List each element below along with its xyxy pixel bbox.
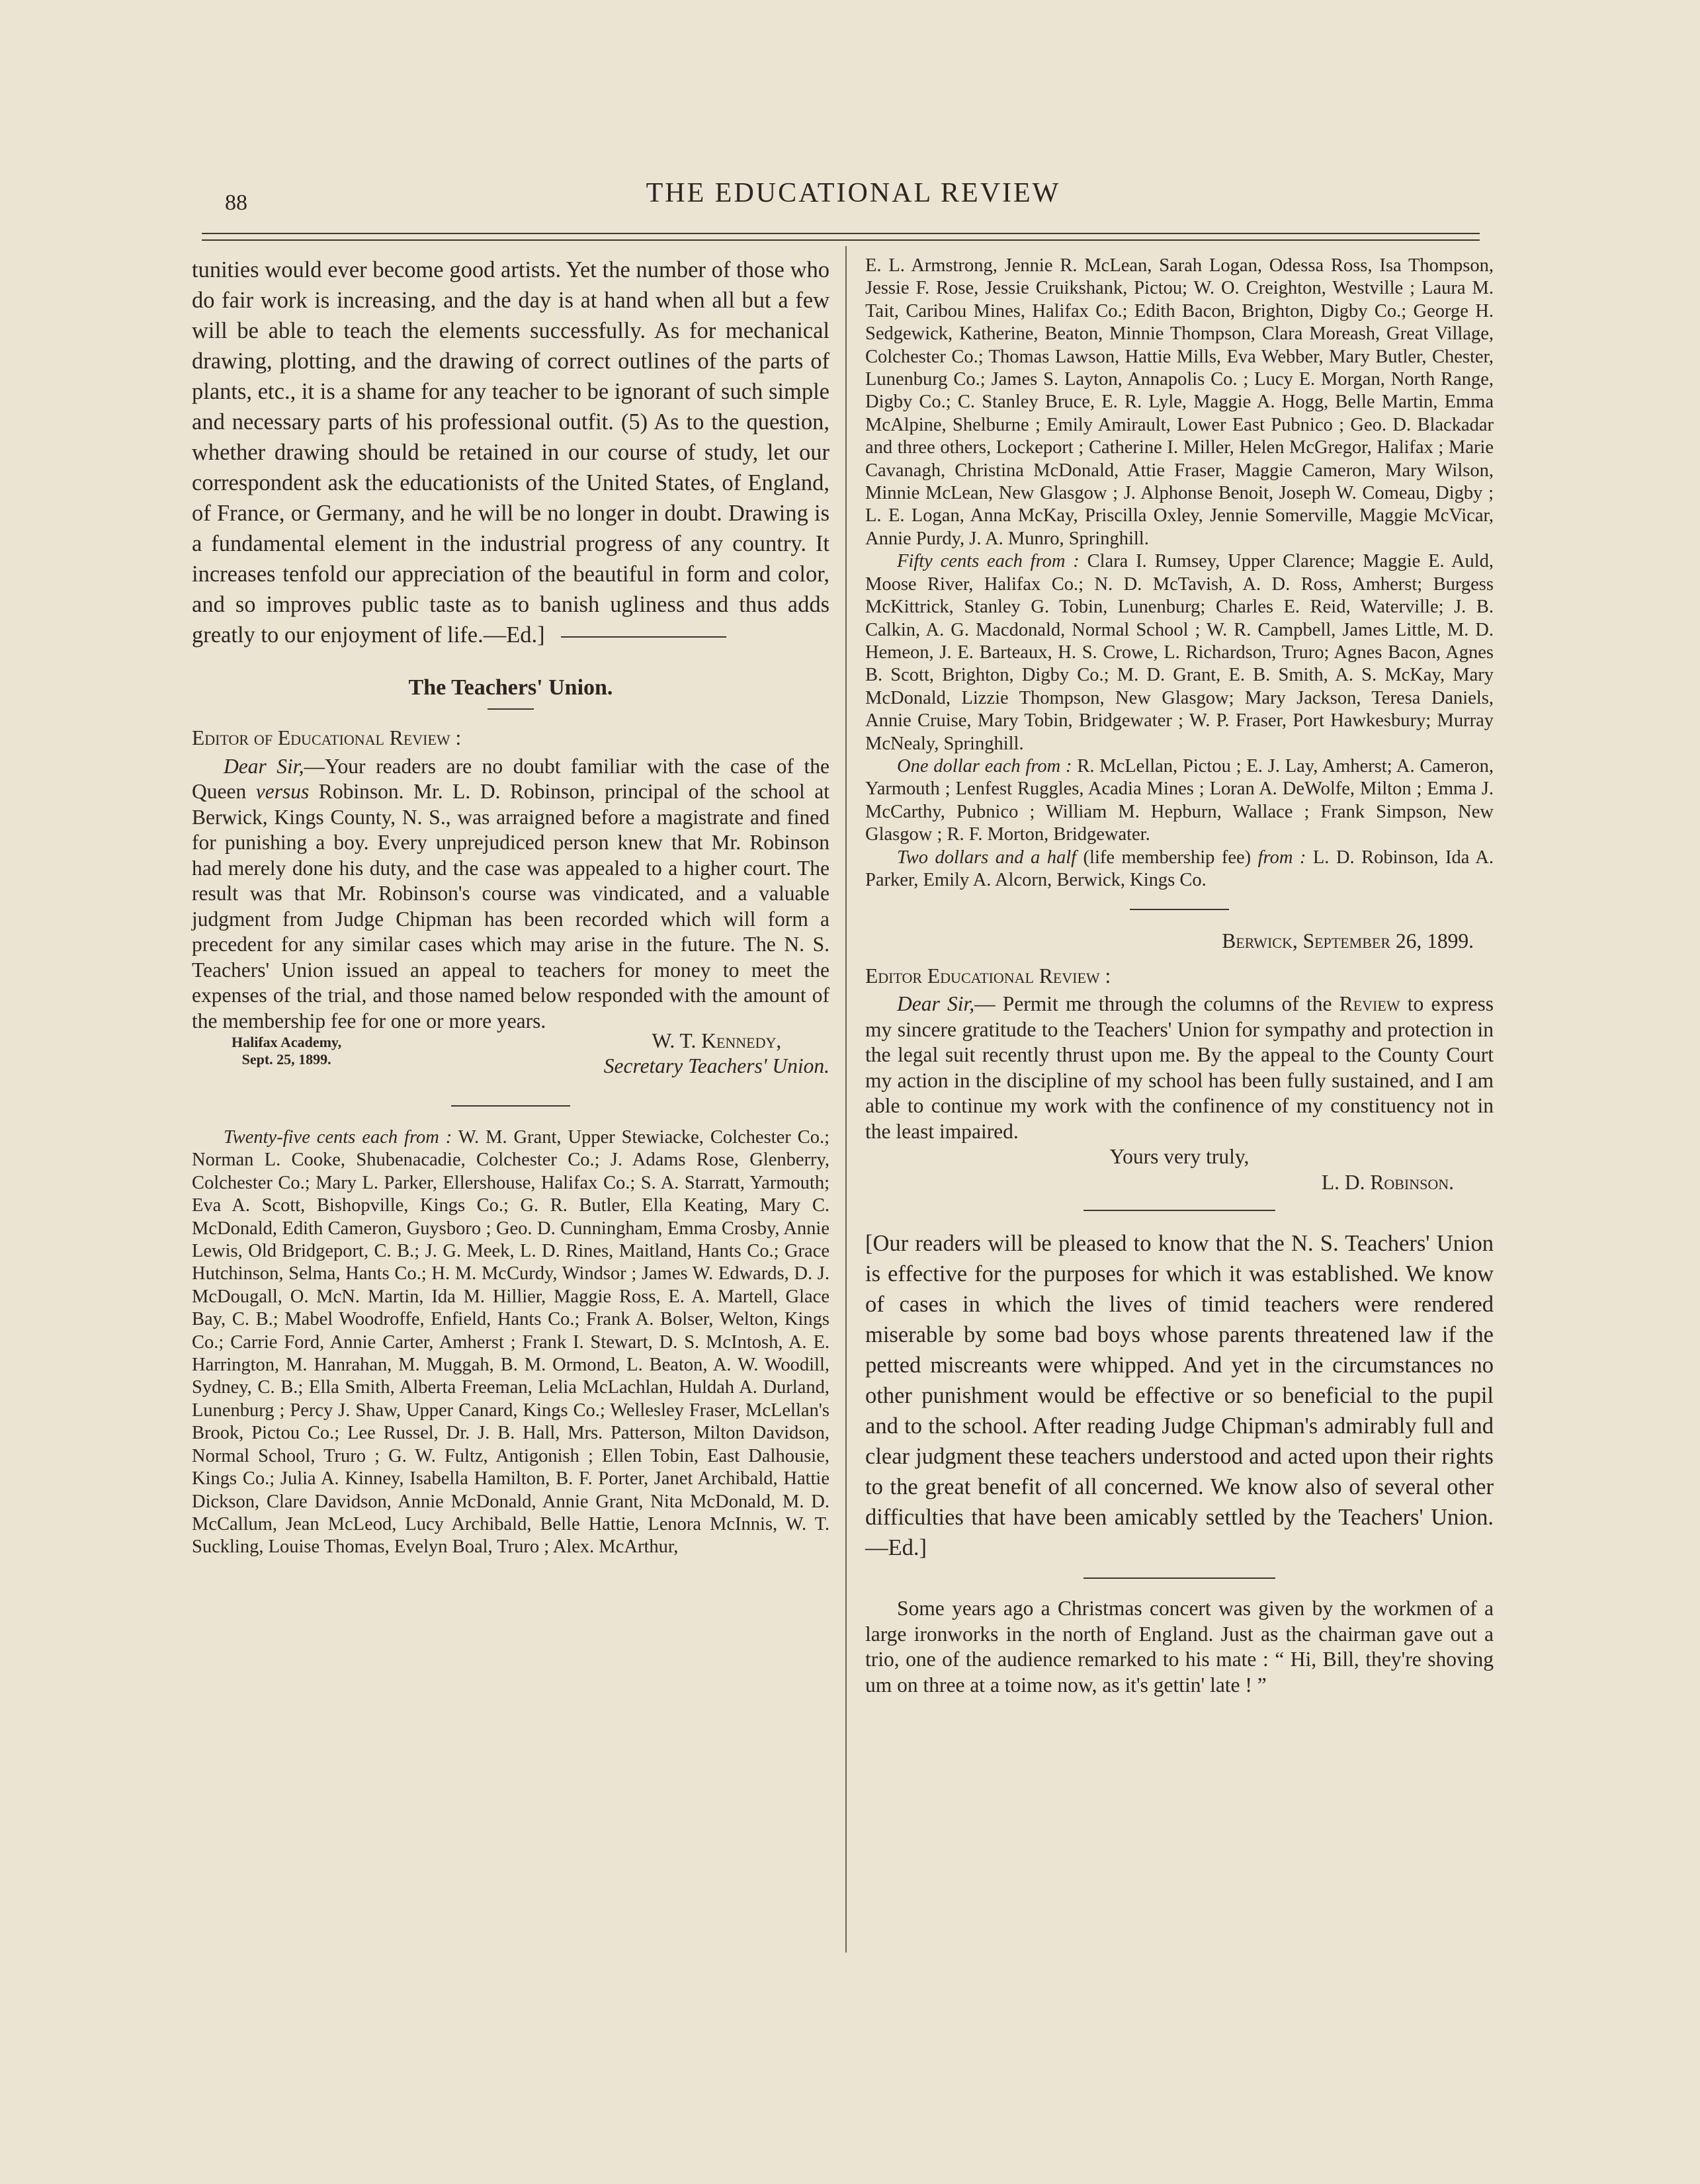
end-rule (561, 636, 726, 638)
drawing-article-continuation: tunities would ever become good artists. Yet the number of those who do fair work is increasing, and the day is at hand when all but a few will be able to teach the elements successfully. As for mechanical drawing, plotting, and the drawing of correct outlines of the parts of plants, etc., it is a shame for any teacher to be ignorant of such simple and necessary parts of his professional outfit. (5) As to the question, whether drawing should be retained in our course of study, let our correspondent ask the educationists of the United States, of England, of France, or Germany, and he will be no longer in doubt. Drawing is a fundamental element in the industrial progress of any country. It increases tenfold our appreciation of the beautiful in form and color, and so improves public taste as to banish ugliness and thus adds greatly to our enjoyment of life.—Ed.] (192, 257, 829, 648)
page-header (225, 177, 1482, 217)
heading-rule (488, 708, 534, 710)
signature-name: W. T. Kennedy, (652, 1029, 782, 1052)
christmas-anecdote: Some years ago a Christmas concert was given by the workmen of a large ironworks in the north of England. Just as the chairman gave out a trio, one of the audience remarked to his mate : “ Hi, Bill, they're shoving um on three at a toime now, as it's gettin' late ! ” (865, 1597, 1494, 1697)
fee-list-25-cents-cont: E. L. Armstrong, Jennie R. McLean, Sarah Logan, Odessa Ross, Isa Thompson, Jessie F. Rose, Jessie Cruikshank, Pictou; W. O. Creighton, Westville ; Laura M. Tait, Caribou Mines, Halifax Co.; Edith Bacon, Brighton, Digby Co.; George H. Sedgewick, Katherine, Beaton, Minnie Thompson, Clara Moreash, Great Village, Colchester Co.; Thomas Lawson, Hattie Mills, Eva Webber, Mary Butler, Chester, Lunenburg Co.; James S. Layton, Annapolis Co. ; Lucy E. Morgan, North Range, Digby Co.; C. Stanley Bruce, E. R. Lyle, Maggie A. Hogg, Belle Martin, Emma McAlpine, Shelburne ; Emily Amirault, Lower East Pubnico ; Geo. D. Blackadar and three others, Lockeport ; Catherine I. Miller, Helen McGregor, Halifax ; Marie Cavanagh, Christina McDonald, Attie Fraser, Maggie Cameron, Mary Wilson, Minnie McLean, New Glasgow ; J. Alphonse Benoit, Joseph W. Comeau, Digby ; L. E. Logan, Anna McKay, Priscilla Oxley, Jennie Somerville, Maggie McVicar, Annie Purdy, J. A. Munro, Springhill. (865, 255, 1494, 549)
letter2-editor-line: Editor Educational Review : (865, 964, 1111, 987)
journal-title: THE EDUCATIONAL REVIEW (646, 178, 1061, 208)
fee-list-50-cents: Fifty cents each from : Clara I. Rumsey, Upper Clarence; Maggie E. Auld, Moose River, Halifax Co.; N. D. McTavish, A. D. Ross, Amherst; Burgess McKittrick, Stanley G. Tobin, Lunenburg; Charles E. Reid, Waterville; J. B. Calkin, A. G. Macdonald, Normal School ; W. R. Campbell, James Little, M. D. Hemeon, J. E. Barteaux, H. S. Crowe, L. Richardson, Truro; Agnes Bacon, Agnes B. Scott, Brighton, Digby Co.; M. D. Grant, E. B. Smith, A. S. McKay, Mary McDonald, Lizzie Thompson, New Glasgow; Mary Jackson, Teresa Daniels, Annie Cruise, Mary Tobin, Bridgewater ; W. P. Fraser, Port Hawkesbury; Murray McNealy, Springhill. (865, 551, 1494, 754)
letter-signature (192, 1029, 829, 1085)
fee-label-150: Two dollars and a half (897, 847, 1077, 868)
fee-list-life: Two dollars and a half (life membership fee) from : L. D. Robinson, Ida A. Parker, Emily A. Alcorn, Berwick, Kings Co. (865, 847, 1494, 890)
editor-line: Editor of Educational Review : (192, 726, 462, 749)
letter2-salutation: Dear Sir, (897, 992, 975, 1016)
signature-place: Halifax Academy, Sept. 25, 1899. (232, 1034, 342, 1068)
fee-label-100: One dollar each from : (897, 755, 1072, 777)
letter2-date: Berwick, September 26, 1899. (1222, 929, 1474, 953)
fee-list-25-cents: Twenty-five cents each from : W. M. Grant, Upper Stewiacke, Colchester Co.; Norman L. Cooke, Shubenacadie, Colchester Co.; J. Adams Rose, Glenberry, Colchester Co.; Mary L. Parker, Ellershouse, Halifax Co.; S. A. Starratt, Yarmouth; Eva A. Scott, Bishopville, Kings Co.; G. R. Butler, Ella Keating, Mary C. McDonald, Edith Cameron, Guysboro ; Geo. D. Cunningham, Emma Crosby, Annie Lewis, Old Bridgeport, C. B.; J. G. Meek, L. D. Rines, Maitland, Hants Co.; Grace Hutchinson, Selma, Hants Co.; H. M. McCurdy, Windsor ; James W. Edwards, D. J. McDougall, O. McN. Martin, Ida M. Hillier, Maggie Ross, E. A. Martell, Glace Bay, C. B.; Mabel Woodroffe, Enfield, Hants Co.; Frank A. Bolser, Welton, Kings Co.; Carrie Ford, Annie Carter, Amherst ; Frank I. Stewart, D. S. McIntosh, A. E. Harrington, M. Hanrahan, M. Muggah, B. M. Ormond, L. Beaton, A. W. Woodill, Sydney, C. B.; Ella Smith, Alberta Freeman, Lelia McLachlan, Huldah A. Durland, Lunenburg ; Percy J. Shaw, Upper Canard, Kings Co.; Wellesley Fraser, McLellan's Brook, Pictou Co.; Lee Russel, Dr. J. B. Hall, Mrs. Patterson, Milton Davidson, Normal School, Truro ; G. W. Fultz, Antigonish ; Ellen Tobin, East Dalhousie, Kings Co.; Julia A. Kinney, Isabella Hamilton, B. F. Porter, Janet Archibald, Hattie Dickson, Clare Davidson, Annie McDonald, Annie Grant, Nita McDonald, M. D. McCallum, Jean McLeod, Lucy Archibald, Belle Hattie, Lenora McInnis, W. T. Suckling, Louise Thomas, Evelyn Boal, Truro ; Alex. McArthur, (192, 1127, 829, 1558)
section-heading: The Teachers' Union. (408, 675, 613, 700)
separator-rule (1084, 1577, 1275, 1579)
fee-label-25: Twenty-five cents each from : (224, 1127, 452, 1148)
fee-label-50: Fifty cents each from : (897, 551, 1080, 572)
left-column (192, 255, 829, 1559)
letter2-closing: Yours very truly, (1109, 1145, 1250, 1169)
separator-rule (1130, 909, 1229, 910)
versus-word: versus (255, 780, 310, 803)
page-number: 88 (225, 190, 247, 215)
robinson-letter: Dear Sir,— Permit me through the columns of the Review to express my sincere gratitude to the Teachers' Union for sympathy and protection in the legal suit recently thrust upon me. By the appeal to the County Court my action in the discipline of my school has been fully sustained, and I am able to continue my work with the confinence of my constituency not in the least impaired. (865, 992, 1494, 1143)
separator-rule (1084, 1210, 1275, 1211)
column-divider (845, 246, 847, 1953)
signature-title: Secretary Teachers' Union. (603, 1054, 829, 1077)
letter2-signature: L. D. Robinson. (1321, 1170, 1454, 1194)
right-column (865, 255, 1494, 1698)
header-rule (202, 233, 1480, 241)
signature-block (604, 1029, 829, 1079)
salutation: Dear Sir, (224, 754, 304, 778)
editorial-note: [Our readers will be pleased to know that the N. S. Teachers' Union is effective for the purposes for which it was established. We know of cases in which the lives of timid teachers were rendered miserable by some bad boys whose parents threatened law if the petted miscreants were whipped. And yet in the circumstances no other punishment would be effective or so beneficial to the pupil and to the school. After reading Judge Chipman's admirably full and clear judgment these teachers understood and acted upon their rights to the great benefit of all concerned. We know also of several other difficulties that have been amicably settled by the Teachers' Union.—Ed.] (865, 1231, 1494, 1561)
fee-list-1-dollar: One dollar each from : R. McLellan, Pictou ; E. J. Lay, Amherst; A. Cameron, Yarmouth ; Lenfest Ruggles, Acadia Mines ; Loran A. DeWolfe, Milton ; Emma J. McCarthy, Pubnico ; William M. Hepburn, Wallace ; Frank Simpson, New Glasgow ; R. F. Morton, Bridgewater. (865, 755, 1494, 845)
separator-rule (451, 1105, 570, 1107)
union-letter: Dear Sir,—Your readers are no doubt familiar with the case of the Queen versus Robinson. Mr. L. D. Robinson, principal of the school at Berwick, Kings County, N. S., was arraigned before a magistrate and fined for punishing a boy. Every unprejudiced person knew that Mr. Robinson had merely done his duty, and the case was appealed to a higher court. The result was that Mr. Robinson's course was vindicated, and a valuable judgment from Judge Chipman has been recorded which will form a precedent for any similar cases which may arise in the future. The N. S. Teachers' Union issued an appeal to teachers for money to meet the expenses of the trial, and those named below responded with the amount of the membership fee for one or more years. (192, 754, 829, 1032)
